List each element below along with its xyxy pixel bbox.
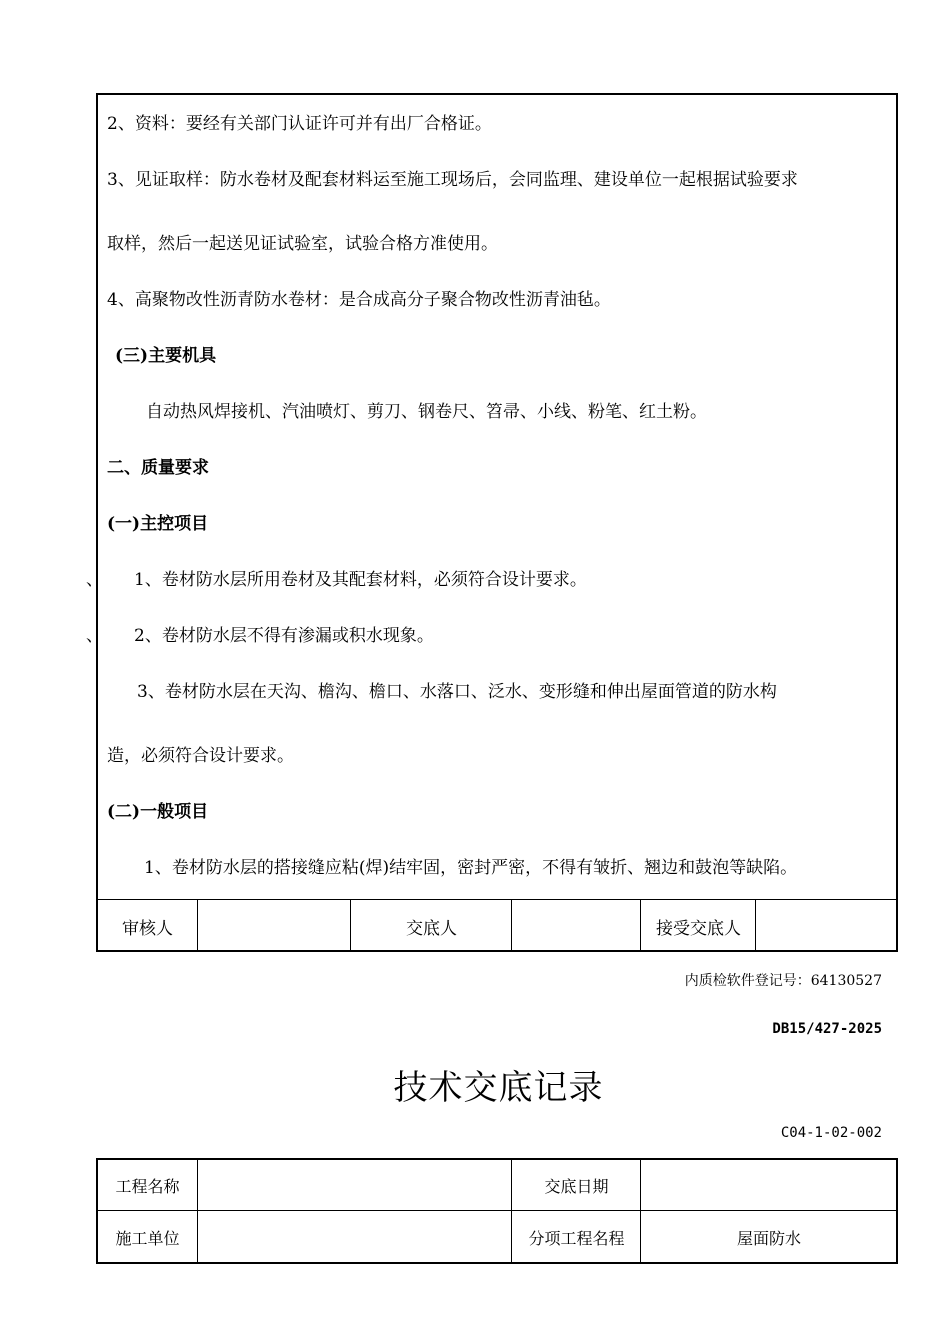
receiver-label: 接受交底人	[656, 918, 741, 939]
general-item-1: 1、卷材防水层的搭接缝应粘(焊)结牢固，密封严密，不得有皱折、翘边和鼓泡等缺陷。	[144, 858, 798, 878]
sub-project-name-label: 分项工程名程	[528, 1228, 625, 1248]
margin-mark: 、	[86, 570, 103, 590]
quality-heading: 二、质量要求	[107, 458, 209, 478]
reviewer-label: 审核人	[122, 918, 173, 939]
construction-unit-label: 施工单位	[115, 1228, 180, 1248]
discloser-field[interactable]	[513, 900, 640, 952]
tools-list-line: 自动热风焊接机、汽油喷灯、剪刀、钢卷尺、笤帚、小线、粉笔、红土粉。	[146, 402, 707, 422]
standard-code: DB15/427-2025	[772, 1021, 882, 1037]
membrane-definition-line: 4、高聚物改性沥青防水卷材：是合成高分子聚合物改性沥青油毡。	[107, 290, 611, 310]
page-title: 技术交底记录	[393, 1068, 604, 1108]
column-divider	[197, 899, 198, 952]
column-divider	[350, 899, 351, 952]
disclosure-content-frame	[96, 93, 898, 952]
row-divider	[96, 1210, 898, 1211]
software-registration: 内质检软件登记号：64130527	[684, 973, 882, 989]
disclosure-date-field[interactable]	[642, 1160, 896, 1210]
margin-mark: 、	[86, 626, 103, 646]
column-divider	[640, 1158, 641, 1264]
column-divider	[511, 899, 512, 952]
witness-sampling-line-1: 3、见证取样：防水卷材及配套材料运至施工现场后，会同监理、建设单位一起根据试验要求	[107, 170, 798, 190]
main-items-heading: (一)主控项目	[107, 514, 209, 534]
discloser-label: 交底人	[406, 918, 457, 939]
form-code: C04-1-02-002	[780, 1125, 882, 1141]
column-divider	[755, 899, 756, 952]
column-divider	[197, 1158, 198, 1264]
main-item-2: 2、卷材防水层不得有渗漏或积水现象。	[134, 626, 434, 646]
main-item-3-line-2: 造，必须符合设计要求。	[107, 746, 294, 766]
general-items-heading: (二)一般项目	[107, 802, 209, 822]
witness-sampling-line-2: 取样，然后一起送见证试验室，试验合格方准使用。	[107, 234, 498, 254]
disclosure-date-label: 交底日期	[544, 1176, 609, 1196]
receiver-field[interactable]	[757, 900, 896, 952]
column-divider	[511, 1158, 512, 1264]
construction-unit-field[interactable]	[199, 1212, 511, 1262]
reviewer-field[interactable]	[199, 900, 350, 952]
tools-heading: (三)主要机具	[115, 346, 217, 366]
project-name-label: 工程名称	[115, 1176, 180, 1196]
main-item-1: 1、卷材防水层所用卷材及其配套材料，必须符合设计要求。	[134, 570, 587, 590]
main-item-3-line-1: 3、卷材防水层在天沟、檐沟、檐口、水落口、泛水、变形缝和伸出屋面管道的防水构	[137, 682, 777, 702]
materials-doc-line: 2、资料：要经有关部门认证许可并有出厂合格证。	[107, 114, 492, 134]
sub-project-name-field[interactable]: 屋面防水	[736, 1228, 801, 1248]
column-divider	[640, 899, 641, 952]
project-name-field[interactable]	[199, 1160, 511, 1210]
